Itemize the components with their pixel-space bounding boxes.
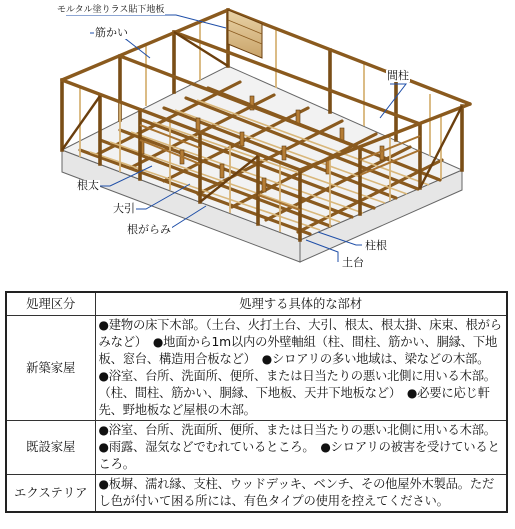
bullet-mark: ● (98, 477, 109, 491)
material-item: 必要に応じ軒先、野地板など屋根の木部。 (98, 386, 490, 417)
label-stud: 間柱 (387, 69, 409, 82)
label-sleeper-joist: 根太 (77, 179, 99, 192)
row-materials (95, 316, 507, 421)
table-row (6, 475, 507, 513)
header-materials: 処理する具体的な部材 (95, 292, 507, 316)
material-item: 地面から1m以内の外壁軸組（柱、間柱、筋かい、胴縁、下地板、窓台、構造用合板など） (98, 335, 498, 366)
row-category: 既設家屋 (6, 421, 95, 475)
row-category: エクステリア (6, 475, 95, 513)
lath-board (228, 10, 262, 58)
material-item: 浴室、台所、洗面所、便所、または日当たりの悪い北側に用いる木部。（柱、間柱、筋かい、胴縁、下地板、天井下地板など） (98, 369, 496, 400)
table-row (6, 421, 507, 475)
material-item: 板塀、濡れ縁、支柱、ウッドデッキ、ベンチ、その他屋外木製品。ただし色が付いて困る所には、有色タイプの使用を控えてください。 (98, 477, 495, 508)
material-item: 浴室、台所、洗面所、便所、または日当たりの悪い北側に用いる木部。 (108, 423, 502, 437)
material-item: シロアリの被害を受けているところ。 (98, 440, 500, 471)
material-item: シロアリの多い地域は、梁などの木部。 (272, 352, 496, 366)
bullet-mark: ● (320, 440, 331, 454)
bullet-mark: ● (98, 318, 109, 332)
label-tie-beam: 根がらみ (127, 223, 171, 236)
material-item: 雨露、湿気などでむれているところ。 (108, 440, 321, 454)
bullet-mark: ● (261, 352, 272, 366)
label-sill-beam: 大引 (113, 202, 135, 215)
bullet-mark: ● (98, 440, 109, 454)
material-item: 建物の床下木部。（土台、火打土台、大引、根太、根太掛、床束、根がらみなど） (98, 318, 502, 349)
table-body (6, 316, 507, 513)
row-category: 新築家屋 (6, 316, 95, 421)
bullet-mark: ● (98, 369, 109, 383)
treatment-table (5, 291, 508, 513)
table-header-row (6, 292, 507, 316)
label-mortar-lath: モルタル塗りラス貼下地板 (57, 5, 165, 15)
bullet-mark: ● (406, 386, 418, 400)
label-brace: 筋かい (95, 26, 128, 39)
row-materials (95, 421, 507, 475)
bullet-mark: ● (152, 335, 164, 349)
label-post-base: 柱根 (365, 239, 387, 252)
row-materials (95, 475, 507, 513)
bullet-mark: ● (98, 423, 109, 437)
label-sill: 土台 (342, 256, 364, 269)
table-row (6, 316, 507, 421)
header-category: 処理区分 (6, 292, 95, 316)
